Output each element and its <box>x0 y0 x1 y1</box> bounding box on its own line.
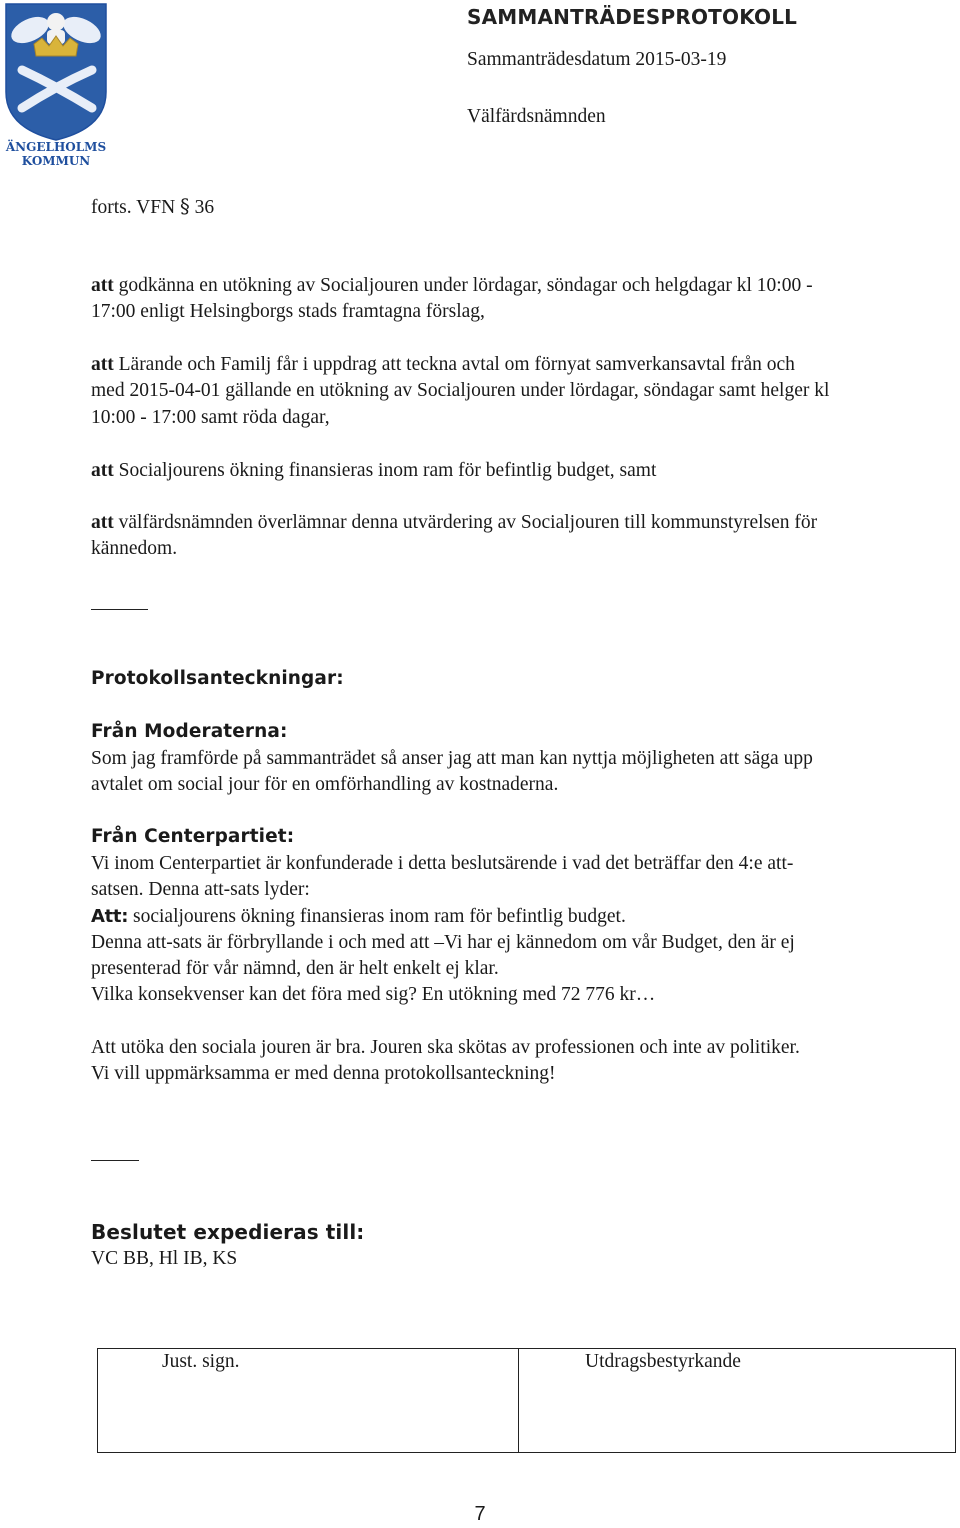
utdragsbestyrkande-label: Utdragsbestyrkande <box>585 1351 741 1372</box>
divider-line-2 <box>91 1160 139 1161</box>
centerpartiet-heading: Från Centerpartiet: <box>91 826 295 847</box>
dispatch-recipients: VC BB, Hl IB, KS <box>91 1248 238 1269</box>
signature-cell-just-sign <box>98 1349 519 1452</box>
page-number: 7 <box>474 1503 486 1525</box>
meeting-date: Sammanträdesdatum 2015-03-19 <box>467 49 727 70</box>
decision-2: att Lärande och Familj får i uppdrag att teckna avtal om förnyat samverkansavtal från och med 2015-04-01 gällande en utökning av Socialjouren under lördagar, söndagar samt helger kl 10:00 - 17:00 samt röda dagar, <box>91 354 830 428</box>
signature-box <box>97 1348 956 1453</box>
decision-4: att välfärdsnämnden överlämnar denna utvärdering av Socialjouren till kommunstyrelsen för kännedom. <box>91 512 818 560</box>
moderaterna-heading: Från Moderaterna: <box>91 721 288 742</box>
logo-text-line-1: ÄNGELHOLMS <box>5 140 107 154</box>
signature-cell-utdrag <box>519 1349 955 1452</box>
centerpartiet-text: Vi inom Centerpartiet är konfunderade i detta beslutsärende i vad det beträffar den 4:e att- satsen. Denna att-sats lyder: Att: socialjourens ökning finansieras inom ram för befintlig budget. Denna att-sats är förbryllande i och med att –Vi har ej kännedom om vår Budget, den är ej presenterad för vår nämnd, den är helt enkelt ej klar. Vilka konsekvenser kan det föra med sig? En utökning med 72 776 kr… <box>91 853 795 1006</box>
section-reference: forts. VFN § 36 <box>91 195 215 218</box>
decision-1: att godkänna en utökning av Socialjouren under lördagar, söndagar och helgdagar kl 10:00 - 17:00 enligt Helsingborgs stads framtagna förslag, <box>91 275 813 323</box>
centerpartiet-closing: Att utöka den sociala jouren är bra. Jouren ska skötas av professionen och inte av politiker. Vi vill uppmärksamma er med denna protokollsanteckning! <box>91 1037 800 1085</box>
divider-line <box>91 609 148 610</box>
logo-text-line-2: KOMMUN <box>21 154 91 168</box>
just-sign-label: Just. sign. <box>162 1351 240 1372</box>
document-type: SAMMANTRÄDESPROTOKOLL <box>467 5 798 29</box>
committee-name: Välfärdsnämnden <box>467 106 606 127</box>
municipality-logo <box>0 0 112 170</box>
annotations-heading: Protokollsanteckningar: <box>91 668 344 689</box>
moderaterna-text: Som jag framförde på sammanträdet så anser jag att man kan nyttja möjligheten att säga upp avtalet om social jour för en omförhandling av kostnaderna. <box>91 748 813 796</box>
decision-3: att Socialjourens ökning finansieras inom ram för befintlig budget, samt <box>91 460 657 481</box>
dispatch-heading: Beslutet expedieras till: <box>91 1220 365 1244</box>
